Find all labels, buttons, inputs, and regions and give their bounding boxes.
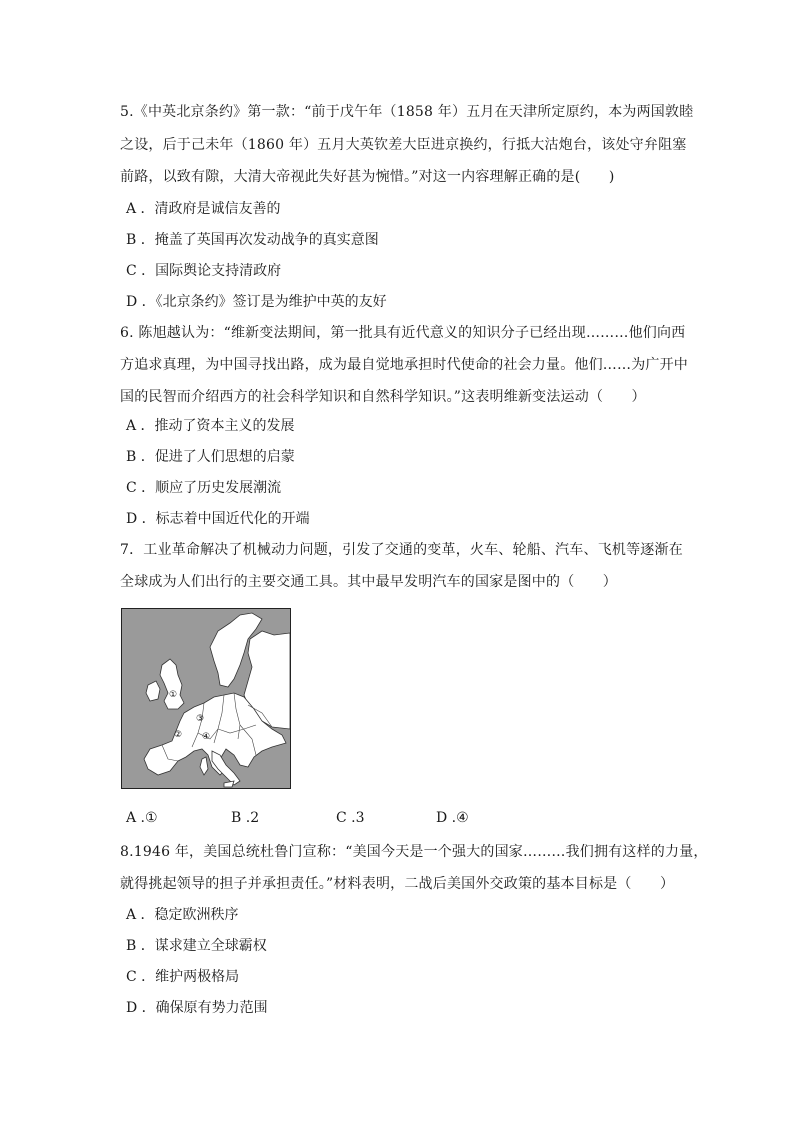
q7-options [126, 810, 546, 830]
q6-stem-line-1: 6. 陈旭越认为：“维新变法期间，第一批具有近代意义的知识分子已经出现………他们向西 [120, 325, 686, 341]
q8-stem-line-2: 就得挑起领导的担子并承担责任。”材料表明，二战后美国外交政策的基本目标是（ ） [120, 876, 675, 892]
land-masses [144, 613, 290, 787]
q7-option-b: B .2 [231, 810, 260, 826]
q8-option-c: C ．维护两极格局 [126, 969, 240, 985]
q5-option-b: B ．掩盖了英国再次发动战争的真实意图 [126, 232, 379, 248]
q5-option-c: C ．国际舆论支持清政府 [126, 263, 282, 279]
map-label-3: ③ [196, 714, 205, 724]
map-label-1: ① [169, 690, 178, 700]
q6-option-c: C ．顺应了历史发展潮流 [126, 480, 282, 496]
sicily-shape [224, 781, 234, 787]
q5-option-d: D ．《北京条约》签订是为维护中英的友好 [126, 294, 387, 310]
sardinia-shape [200, 757, 208, 775]
q7-option-a: A .① [126, 810, 158, 826]
map-label-2: ② [174, 730, 183, 740]
europe-map-graphic [122, 609, 290, 788]
q5-stem-line-3: 前路，以致有隙，大清大帝视此失好甚为惋惜。”对这一内容理解正确的是( ) [120, 169, 615, 185]
q6-stem-line-3: 国的民智而介绍西方的社会科学知识和自然科学知识。”这表明维新变法运动（ ） [120, 389, 646, 405]
q6-option-d: D ．标志着中国近代化的开端 [126, 511, 310, 527]
q6-stem-line-2: 方追求真理，为中国寻找出路，成为最自觉地承担时代使命的社会力量。他们……为广开中 [120, 357, 688, 373]
q5-option-a: A ．清政府是诚信友善的 [126, 201, 281, 217]
q8-option-b: B ．谋求建立全球霸权 [126, 938, 267, 954]
q7-option-c: C .3 [336, 810, 365, 826]
q5-stem-line-1: 5.《中英北京条约》第一款：“前于戊午年（1858 年）五月在天津所定原约，本为两国敦睦 [120, 104, 694, 120]
europe-map [121, 608, 291, 789]
ireland-shape [146, 681, 160, 701]
q7-stem-line-2: 全球成为人们出行的主要交通工具。其中最早发明汽车的国家是图中的（ ） [120, 574, 617, 590]
great-britain-shape [160, 659, 184, 709]
map-label-4: ④ [202, 732, 211, 742]
q8-option-a: A ．稳定欧洲秩序 [126, 907, 239, 923]
q5-stem-line-2: 之设，后于己未年（1860 年）五月大英钦差大臣进京换约，行抵大沽炮台，该处守弁阻塞 [120, 137, 687, 153]
q8-option-d: D ．确保原有势力范围 [126, 1000, 268, 1016]
q7-option-d: D .④ [436, 810, 469, 826]
q6-option-b: B ．促进了人们思想的启蒙 [126, 449, 295, 465]
q7-stem-line-1: 7．工业革命解决了机械动力问题，引发了交通的变革，火车、轮船、汽车、飞机等逐渐在 [120, 542, 683, 558]
q8-stem-line-1: 8.1946 年，美国总统杜鲁门宣称：“美国今天是一个强大的国家………我们拥有这样的力量， [120, 844, 708, 860]
q6-option-a: A ．推动了资本主义的发展 [126, 418, 295, 434]
